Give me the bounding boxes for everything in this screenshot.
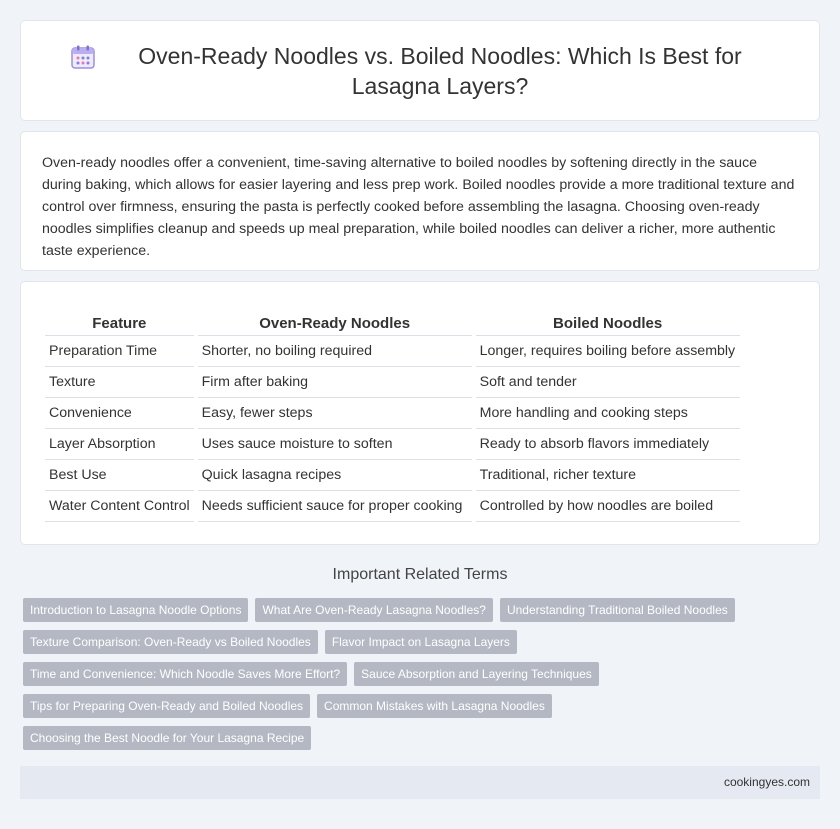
related-terms-title: Important Related Terms (332, 566, 508, 583)
intro-paragraph: Oven-ready noodles offer a convenient, time-saving alternative to boiled noodles by softening directly in the sauce during baking, which allows for easier layering and less prep work. Boiled noodles provide a more traditional texture and control over firmness, ensuring the pasta is perfectly cooked before assembling the lasagna. Choosing oven-ready noodles simplifies cleanup and speeds up meal preparation, while boiled noodles can deliver a richer, more authentic taste experience. (42, 155, 795, 259)
tag-row (23, 662, 823, 686)
table-cell: Uses sauce moisture to soften (198, 429, 472, 460)
table-cell: Firm after baking (198, 367, 472, 398)
table-cell: Soft and tender (476, 367, 740, 398)
table-row (45, 491, 740, 522)
tag-row (23, 598, 823, 622)
column-header-feature: Feature (45, 312, 194, 336)
table-cell: Ready to absorb flavors immediately (476, 429, 740, 460)
table-cell: Traditional, richer texture (476, 460, 740, 491)
table-cell: Quick lasagna recipes (198, 460, 472, 491)
related-term-tag[interactable]: Texture Comparison: Oven-Ready vs Boiled Noodles (23, 630, 318, 654)
comparison-table-card (20, 281, 820, 545)
table-cell: More handling and cooking steps (476, 398, 740, 429)
header-card (20, 20, 820, 121)
tag-row (23, 694, 823, 718)
table-cell: Longer, requires boiling before assembly (476, 336, 740, 367)
related-term-tag[interactable]: Tips for Preparing Oven-Ready and Boiled Noodles (23, 694, 310, 718)
table-cell: Needs sufficient sauce for proper cooking (198, 491, 472, 522)
intro-card (20, 131, 820, 271)
table-row (45, 398, 740, 429)
table-row (45, 429, 740, 460)
related-term-tag[interactable]: What Are Oven-Ready Lasagna Noodles? (255, 598, 492, 622)
table-cell: Shorter, no boiling required (198, 336, 472, 367)
footer-site-link[interactable]: cookingyes.com (723, 775, 810, 789)
related-term-tag[interactable]: Sauce Absorption and Layering Techniques (354, 662, 599, 686)
table-cell: Layer Absorption (45, 429, 194, 460)
table-cell: Convenience (45, 398, 194, 429)
tag-row (23, 630, 823, 654)
table-cell: Controlled by how noodles are boiled (476, 491, 740, 522)
column-header-boiled: Boiled Noodles (476, 312, 740, 336)
related-term-tag[interactable]: Time and Convenience: Which Noodle Saves More Effort? (23, 662, 347, 686)
related-term-tag[interactable]: Choosing the Best Noodle for Your Lasagna Recipe (23, 726, 311, 750)
related-term-tag[interactable]: Flavor Impact on Lasagna Layers (325, 630, 517, 654)
footer (20, 766, 820, 799)
comparison-table (41, 312, 744, 522)
page-title: Oven-Ready Noodles vs. Boiled Noodles: Which Is Best for Lasagna Layers? (138, 42, 742, 99)
column-header-oven-ready: Oven-Ready Noodles (198, 312, 472, 336)
title-wrap (70, 41, 770, 101)
table-header-row (45, 312, 740, 336)
table-row (45, 336, 740, 367)
related-terms-list (23, 598, 823, 758)
table-cell: Best Use (45, 460, 194, 491)
table-cell: Texture (45, 367, 194, 398)
table-cell: Preparation Time (45, 336, 194, 367)
table-cell: Easy, fewer steps (198, 398, 472, 429)
table-row (45, 460, 740, 491)
related-term-tag[interactable]: Understanding Traditional Boiled Noodles (500, 598, 735, 622)
calendar-icon (70, 44, 96, 70)
table-cell: Water Content Control (45, 491, 194, 522)
table-row (45, 367, 740, 398)
related-term-tag[interactable]: Introduction to Lasagna Noodle Options (23, 598, 248, 622)
related-term-tag[interactable]: Common Mistakes with Lasagna Noodles (317, 694, 552, 718)
tag-row (23, 726, 823, 750)
